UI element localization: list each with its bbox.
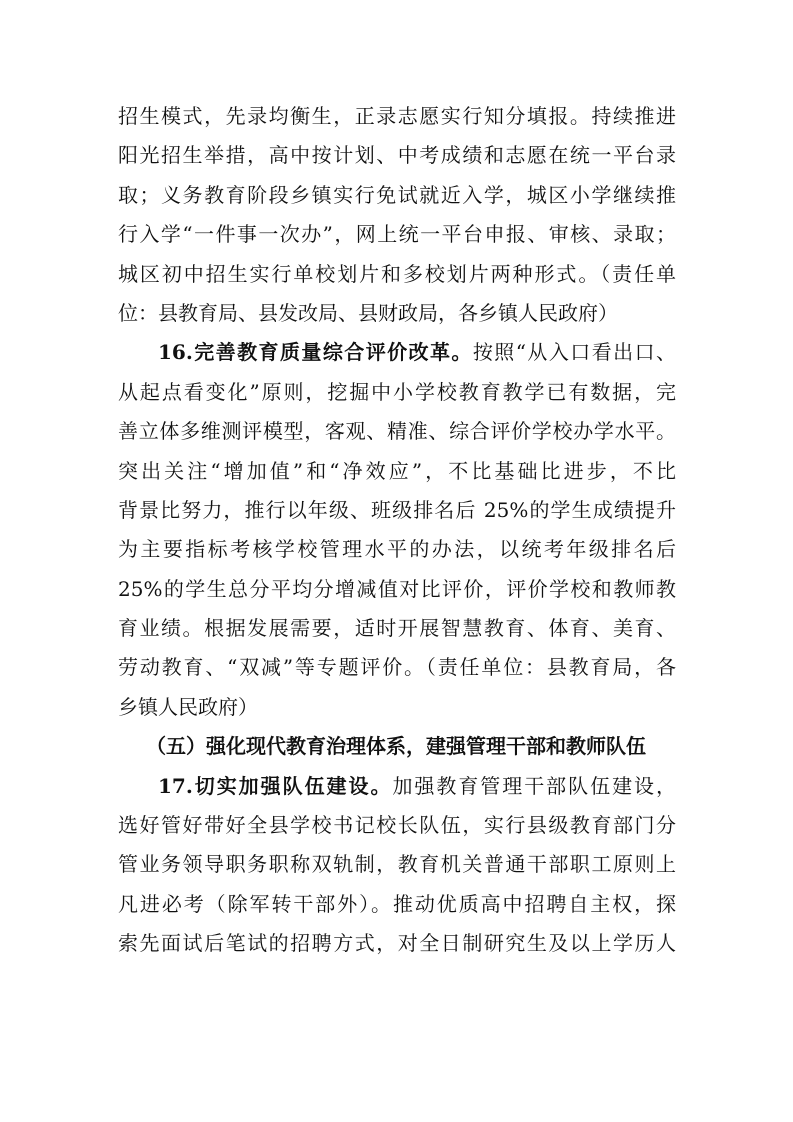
- text-line: 乡镇人民政府）: [118, 694, 258, 719]
- text-line: 管业务领导职务职称双轨制，教育机关普通干部职工原则上: [118, 852, 676, 877]
- item-17-text-start: 加强教育管理干部队伍建设，: [392, 773, 677, 798]
- paragraph-enrollment: [118, 97, 676, 333]
- text-line: 索先面试后笔试的招聘方式，对全日制研究生及以上学历人: [118, 931, 676, 956]
- text-line: 招生模式，先录均衡生，正录志愿实行知分填报。持续推进: [118, 104, 676, 128]
- paragraph-item-17: [118, 767, 676, 964]
- item-16-title: 16.完善教育质量综合评价改革。: [158, 340, 473, 365]
- text-line: 位：县教育局、县发改局、县财政局，各乡镇人民政府）: [118, 300, 618, 325]
- item-17-first-line: [118, 767, 676, 806]
- item-16-text-start: 按照“从入口看出口、: [472, 340, 677, 365]
- item-16-first-line: [118, 333, 676, 372]
- text-line: 从起点看变化”原则，挖掘中小学校教育教学已有数据，完: [118, 379, 676, 404]
- text-line: 阳光招生举措，高中按计划、中考成绩和志愿在统一平台录: [118, 143, 676, 168]
- text-line: 取；义务教育阶段乡镇实行免试就近入学，城区小学继续推: [118, 182, 676, 207]
- item-17-title: 17.切实加强队伍建设。: [158, 773, 393, 798]
- paragraph-item-16: [118, 333, 676, 727]
- text-line: 凡进必考（除军转干部外）。推动优质高中招聘自主权，探: [118, 891, 676, 916]
- text-line: 城区初中招生实行单校划片和多校划片两种形式。（责任单: [118, 261, 676, 286]
- text-line: 选好管好带好全县学校书记校长队伍，实行县级教育部门分: [118, 813, 676, 838]
- text-line: 突出关注“增加值”和“净效应”，不比基础比进步，不比: [118, 458, 676, 483]
- text-line: 25%的学生总分平均分增减值对比评价，评价学校和教师教: [118, 576, 676, 601]
- text-line: 背景比努力，推行以年级、班级排名后 25%的学生成绩提升: [118, 497, 676, 522]
- text-line: 劳动教育、“双减”等专题评价。（责任单位：县教育局，各: [118, 655, 676, 680]
- section-heading-5: [118, 727, 676, 766]
- section-heading: （五）强化现代教育治理体系，建强管理干部和教师队伍: [146, 734, 646, 759]
- text-line: 行入学“一件事一次办”，网上统一平台申报、审核、录取；: [118, 222, 676, 247]
- text-line: 善立体多维测评模型，客观、精准、综合评价学校办学水平。: [118, 419, 676, 444]
- text-line: 育业绩。根据发展需要，适时开展智慧教育、体育、美育、: [118, 616, 676, 641]
- document-body: [118, 97, 676, 964]
- text-line: 为主要指标考核学校管理水平的办法，以统考年级排名后: [118, 537, 676, 562]
